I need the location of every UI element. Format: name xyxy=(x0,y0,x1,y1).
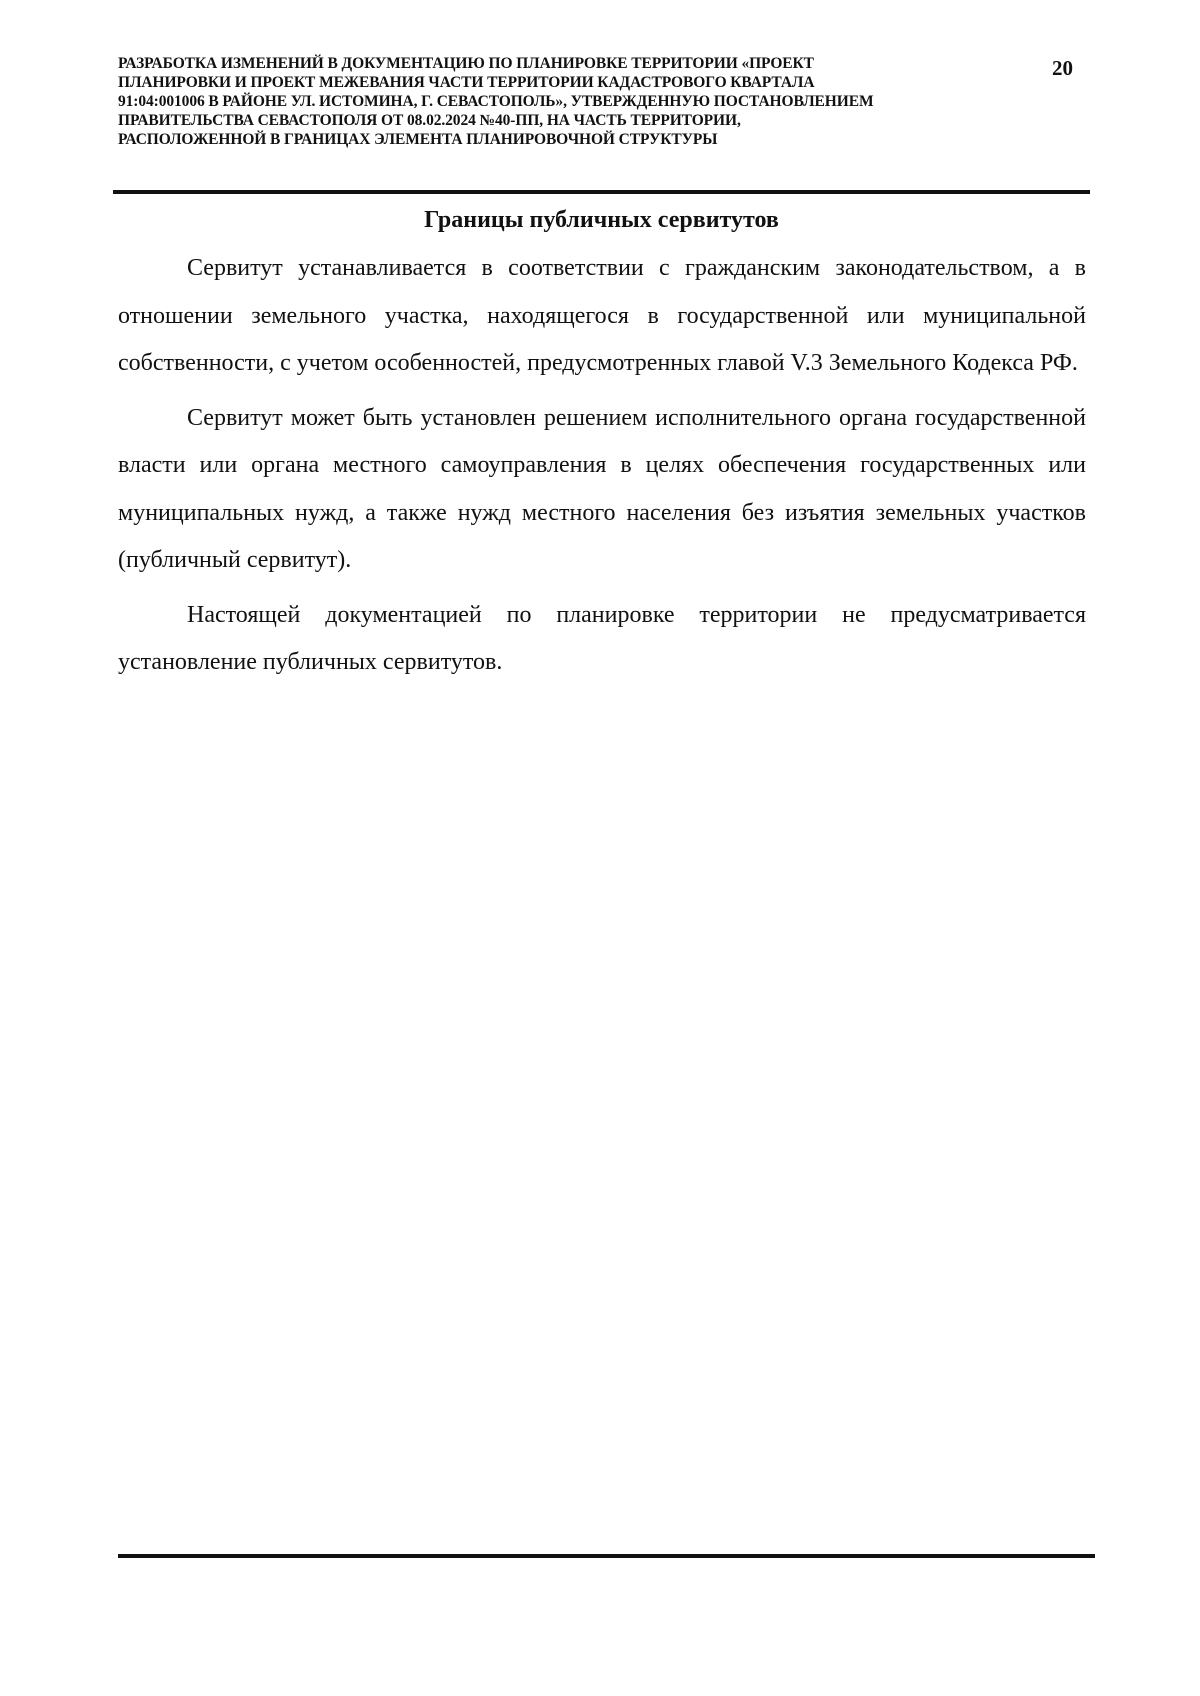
footer-divider xyxy=(118,1554,1095,1558)
document-header xyxy=(118,54,1018,149)
header-line: 91:04:001006 В РАЙОНЕ УЛ. ИСТОМИНА, Г. СЕВАСТОПОЛЬ», УТВЕРЖДЕННУЮ ПОСТАНОВЛЕНИЕМ xyxy=(118,93,874,110)
page-number: 20 xyxy=(1052,56,1073,80)
paragraph: Настоящей документацией по планировке территории не предусматривается установление публичных сервитутов. xyxy=(118,601,1086,675)
header-divider xyxy=(113,190,1090,194)
paragraph: Сервитут может быть установлен решением исполнительного органа государственной власти или органа местного самоуправления в целях обеспечения государственных или муниципальных нужд, а также нужд местного населения без изъятия земельных участков (публичный сервитут). xyxy=(118,404,1086,573)
section-body xyxy=(118,245,1086,694)
header-line: РАСПОЛОЖЕННОЙ В ГРАНИЦАХ ЭЛЕМЕНТА ПЛАНИРОВОЧНОЙ СТРУКТУРЫ xyxy=(118,131,718,148)
header-line: ПРАВИТЕЛЬСТВА СЕВАСТОПОЛЯ ОТ 08.02.2024 №40-ПП, НА ЧАСТЬ ТЕРРИТОРИИ, xyxy=(118,112,741,129)
header-line: РАЗРАБОТКА ИЗМЕНЕНИЙ В ДОКУМЕНТАЦИЮ ПО ПЛАНИРОВКЕ ТЕРРИТОРИИ «ПРОЕКТ xyxy=(118,55,814,72)
paragraph: Сервитут устанавливается в соответствии с гражданским законодательством, а в отношении земельного участка, находящегося в государственной или муниципальной собственности, с учетом особенностей, предусмотренных главой V.3 Земельного Кодекса РФ. xyxy=(118,255,1086,376)
header-line: ПЛАНИРОВКИ И ПРОЕКТ МЕЖЕВАНИЯ ЧАСТИ ТЕРРИТОРИИ КАДАСТРОВОГО КВАРТАЛА xyxy=(118,74,815,91)
section-title: Границы публичных сервитутов xyxy=(424,207,779,233)
